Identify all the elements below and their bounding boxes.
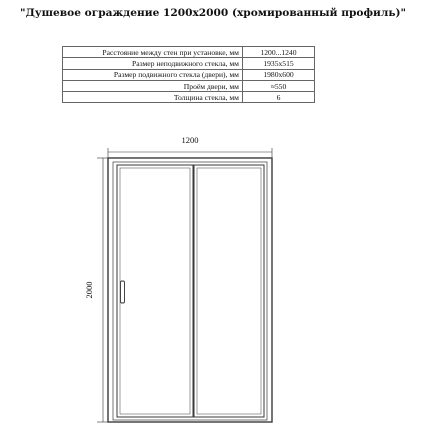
spec-value: 1980x600 — [243, 69, 315, 80]
spec-label: Размер неподвижного стекла, мм — [63, 58, 243, 69]
width-dimension — [108, 148, 272, 162]
door-handle — [121, 281, 125, 303]
spec-value: 1935x515 — [243, 58, 315, 69]
spec-label: Проём двери, мм — [63, 80, 243, 91]
spec-value: 1200...1240 — [243, 47, 315, 58]
spec-value: ≈550 — [243, 80, 315, 91]
page-title: "Душевое ограждение 1200x2000 (хромированный профиль)" — [19, 7, 407, 19]
spec-label: Толщина стекла, мм — [63, 92, 243, 103]
fixed-glass-panel — [194, 165, 264, 417]
spec-label: Расстояние между стен при установке, мм — [63, 47, 243, 58]
sliding-door-panel — [117, 165, 193, 417]
spec-value: 6 — [243, 92, 315, 103]
height-label: 2000 — [84, 281, 94, 299]
spec-label: Размер подвижного стекла (двери), мм — [63, 69, 243, 80]
width-label: 1200 — [181, 135, 199, 145]
